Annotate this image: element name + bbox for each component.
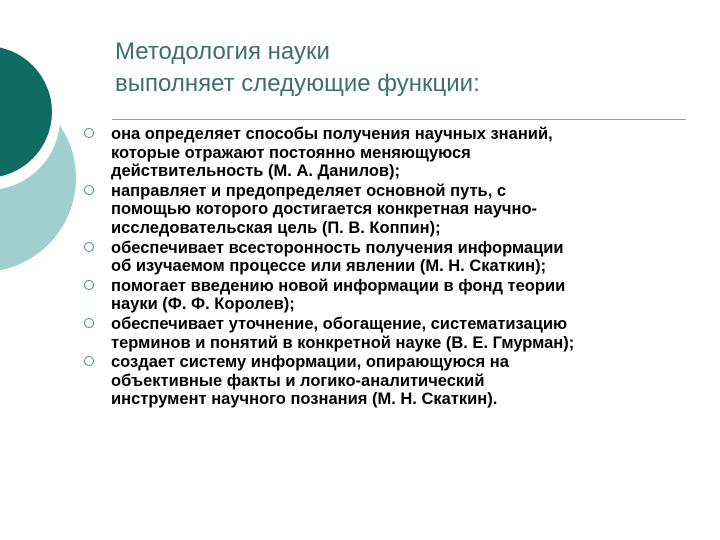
bullet-3-line-1: обеспечивает всесторонность получения информации — [111, 238, 564, 257]
slide-title — [115, 36, 695, 100]
bullet-6-line-3: инструмент научного познания (М. Н. Скаткин). — [111, 390, 498, 409]
bullet-1-line-2: которые отражают постоянно меняющуюся — [111, 143, 471, 162]
hollow-circle-bullet-icon — [84, 242, 94, 252]
title-line-1: Методология науки — [115, 38, 330, 65]
bullet-1-line-1: она определяет способы получения научных знаний, — [111, 125, 553, 143]
bullet-item-5 — [84, 315, 714, 352]
bullet-6-line-1: создает систему информации, опирающуюся на — [111, 353, 509, 372]
bullet-item-2 — [84, 182, 714, 238]
bullet-5-line-1: обеспечивает уточнение, обогащение, систематизацию — [111, 314, 568, 333]
bullet-item-3 — [84, 239, 714, 276]
hollow-circle-bullet-icon — [84, 280, 94, 290]
title-divider — [112, 119, 686, 120]
bullet-item-6 — [84, 353, 714, 409]
bullet-item-1 — [84, 125, 714, 181]
decorative-circles — [0, 0, 90, 300]
bullet-2-line-2: помощью которого достигается конкретная научно- — [111, 200, 538, 219]
hollow-circle-bullet-icon — [84, 128, 94, 138]
bullet-4-line-1: помогает введению новой информации в фонд теории — [111, 276, 566, 295]
hollow-circle-bullet-icon — [84, 356, 94, 366]
bullet-2-line-3: исследовательская цель (П. В. Коппин); — [111, 218, 441, 237]
bullet-1-line-3: действительность (М. А. Данилов); — [111, 162, 401, 181]
hollow-circle-bullet-icon — [84, 318, 94, 328]
bullet-3-line-2: об изучаемом процессе или явлении (М. Н. Скаткин); — [111, 257, 547, 276]
bullet-4-line-2: науки (Ф. Ф. Королев); — [111, 295, 295, 314]
title-line-2: выполняет следующие функции: — [115, 70, 480, 97]
bullet-item-4 — [84, 277, 714, 314]
bullet-6-line-2: объективные факты и логико-аналитический — [111, 371, 485, 390]
hollow-circle-bullet-icon — [84, 185, 94, 195]
bullet-5-line-2: терминов и понятий в конкретной науке (В. Е. Гмурман); — [111, 333, 575, 352]
bullet-list — [84, 125, 714, 409]
bullet-2-line-1: направляет и предопределяет основной путь, с — [111, 181, 507, 200]
